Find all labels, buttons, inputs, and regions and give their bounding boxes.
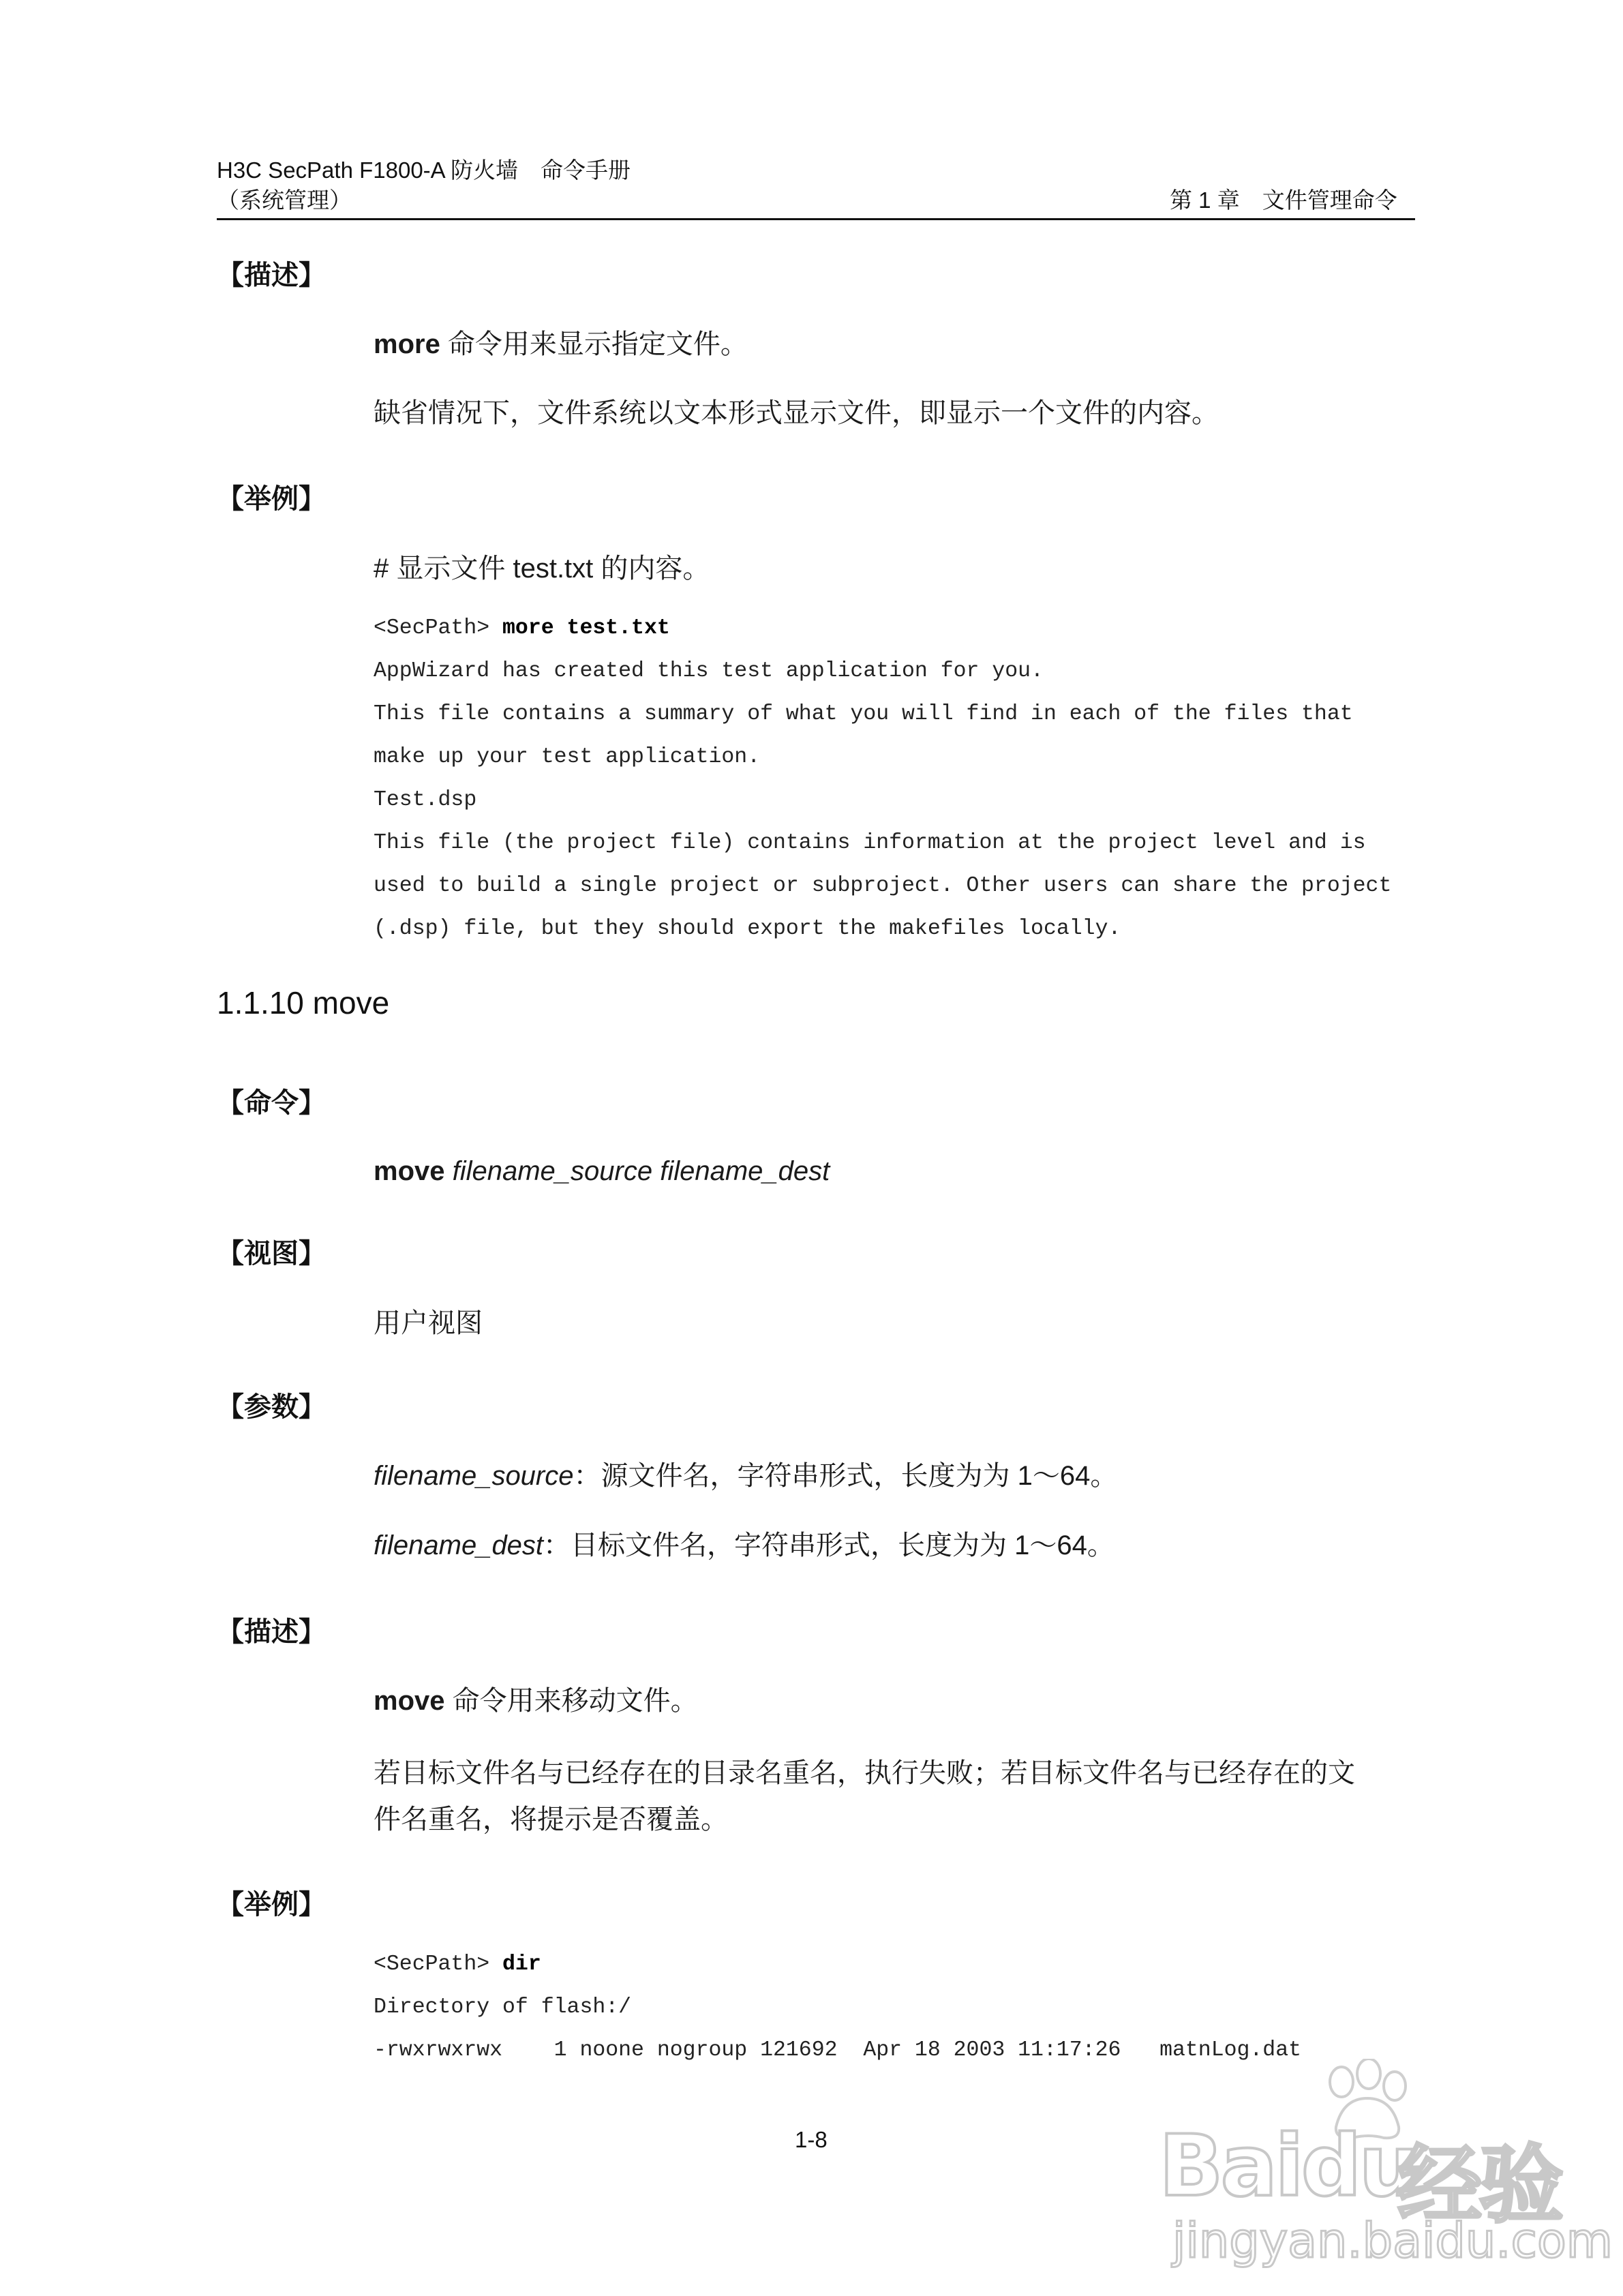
param2-desc: ：目标文件名，字符串形式，长度为为 1～64。 (543, 1530, 1114, 1560)
header-volume: （系统管理） (217, 187, 352, 213)
move-cmd-label: 【命令】 (217, 1088, 326, 1118)
move-param2 (374, 1522, 1114, 1569)
move-params-label: 【参数】 (217, 1392, 326, 1422)
code-command: more test.txt (502, 616, 670, 640)
move-view-label: 【视图】 (217, 1239, 326, 1269)
page-number: 1-8 (795, 2127, 828, 2152)
more-cmd-keyword: more (374, 329, 440, 359)
move-desc-text: 命令用来移动文件。 (444, 1686, 698, 1716)
code-prompt: <SecPath> (374, 616, 503, 640)
move-cmd-keyword: move (374, 1686, 445, 1716)
move-code-line-0 (374, 1952, 541, 1976)
move-desc-para2-line2: 件名重名，将提示是否覆盖。 (374, 1804, 728, 1834)
move-example-label: 【举例】 (217, 1890, 326, 1920)
baidu-watermark (1159, 2059, 1613, 2291)
move-view-value: 用户视图 (374, 1308, 483, 1338)
move-desc-line1 (374, 1677, 698, 1725)
more-code-line-7: (.dsp) file, but they should export the makefiles locally. (374, 917, 1121, 941)
more-desc-label: 【描述】 (217, 260, 326, 290)
more-code-line-2: This file contains a summary of what you will find in each of the files that (374, 702, 1353, 726)
move-desc-label: 【描述】 (217, 1617, 326, 1647)
watermark-suffix: 经验 (1397, 2136, 1562, 2235)
watermark-brand: Baidu (1159, 2117, 1416, 2216)
section-heading-move: 1.1.10 move (217, 985, 390, 1021)
move-desc-para2-line1: 若目标文件名与已经存在的目录名重名，执行失败；若目标文件名与已经存在的文 (374, 1758, 1355, 1788)
move-code-line-2: -rwxrwxrwx 1 noone nogroup 121692 Apr 18 2003 11:17:26 matnLog.dat (374, 2038, 1302, 2062)
more-code-line-5: This file (the project file) contains information at the project level and is (374, 831, 1366, 855)
more-example-label: 【举例】 (217, 484, 326, 514)
header-chapter: 第 1 章 文件管理命令 (1170, 187, 1397, 213)
more-code-line-4: Test.dsp (374, 788, 477, 812)
more-desc-line1 (374, 320, 748, 368)
move-syntax (374, 1147, 830, 1195)
more-code-line-6: used to build a single project or subproject. Other users can share the project (374, 874, 1392, 898)
more-desc-line2: 缺省情况下，文件系统以文本形式显示文件，即显示一个文件的内容。 (374, 398, 1219, 428)
move-syntax-args: filename_source filename_dest (444, 1156, 830, 1186)
move-code-line-1: Directory of flash:/ (374, 1995, 632, 2019)
param1-desc: ：源文件名，字符串形式，长度为为 1～64。 (573, 1461, 1118, 1491)
code-prompt: <SecPath> (374, 1952, 503, 1976)
param1-name: filename_source (374, 1461, 574, 1491)
header-rule (217, 218, 1415, 220)
move-syntax-cmd: move (374, 1156, 445, 1186)
watermark-url: jingyan.baidu.com (1172, 2213, 1613, 2269)
header-product-line: H3C SecPath F1800-A 防火墙 命令手册 (217, 157, 631, 183)
move-param1 (374, 1452, 1117, 1500)
more-code-line-0 (374, 616, 670, 640)
more-code-line-1: AppWizard has created this test application for you. (374, 659, 1044, 683)
code-command: dir (502, 1952, 541, 1976)
more-example-intro: # 显示文件 test.txt 的内容。 (374, 554, 710, 584)
more-code-line-3: make up your test application. (374, 745, 761, 769)
more-desc-text: 命令用来显示指定文件。 (440, 329, 748, 359)
param2-name: filename_dest (374, 1530, 544, 1560)
